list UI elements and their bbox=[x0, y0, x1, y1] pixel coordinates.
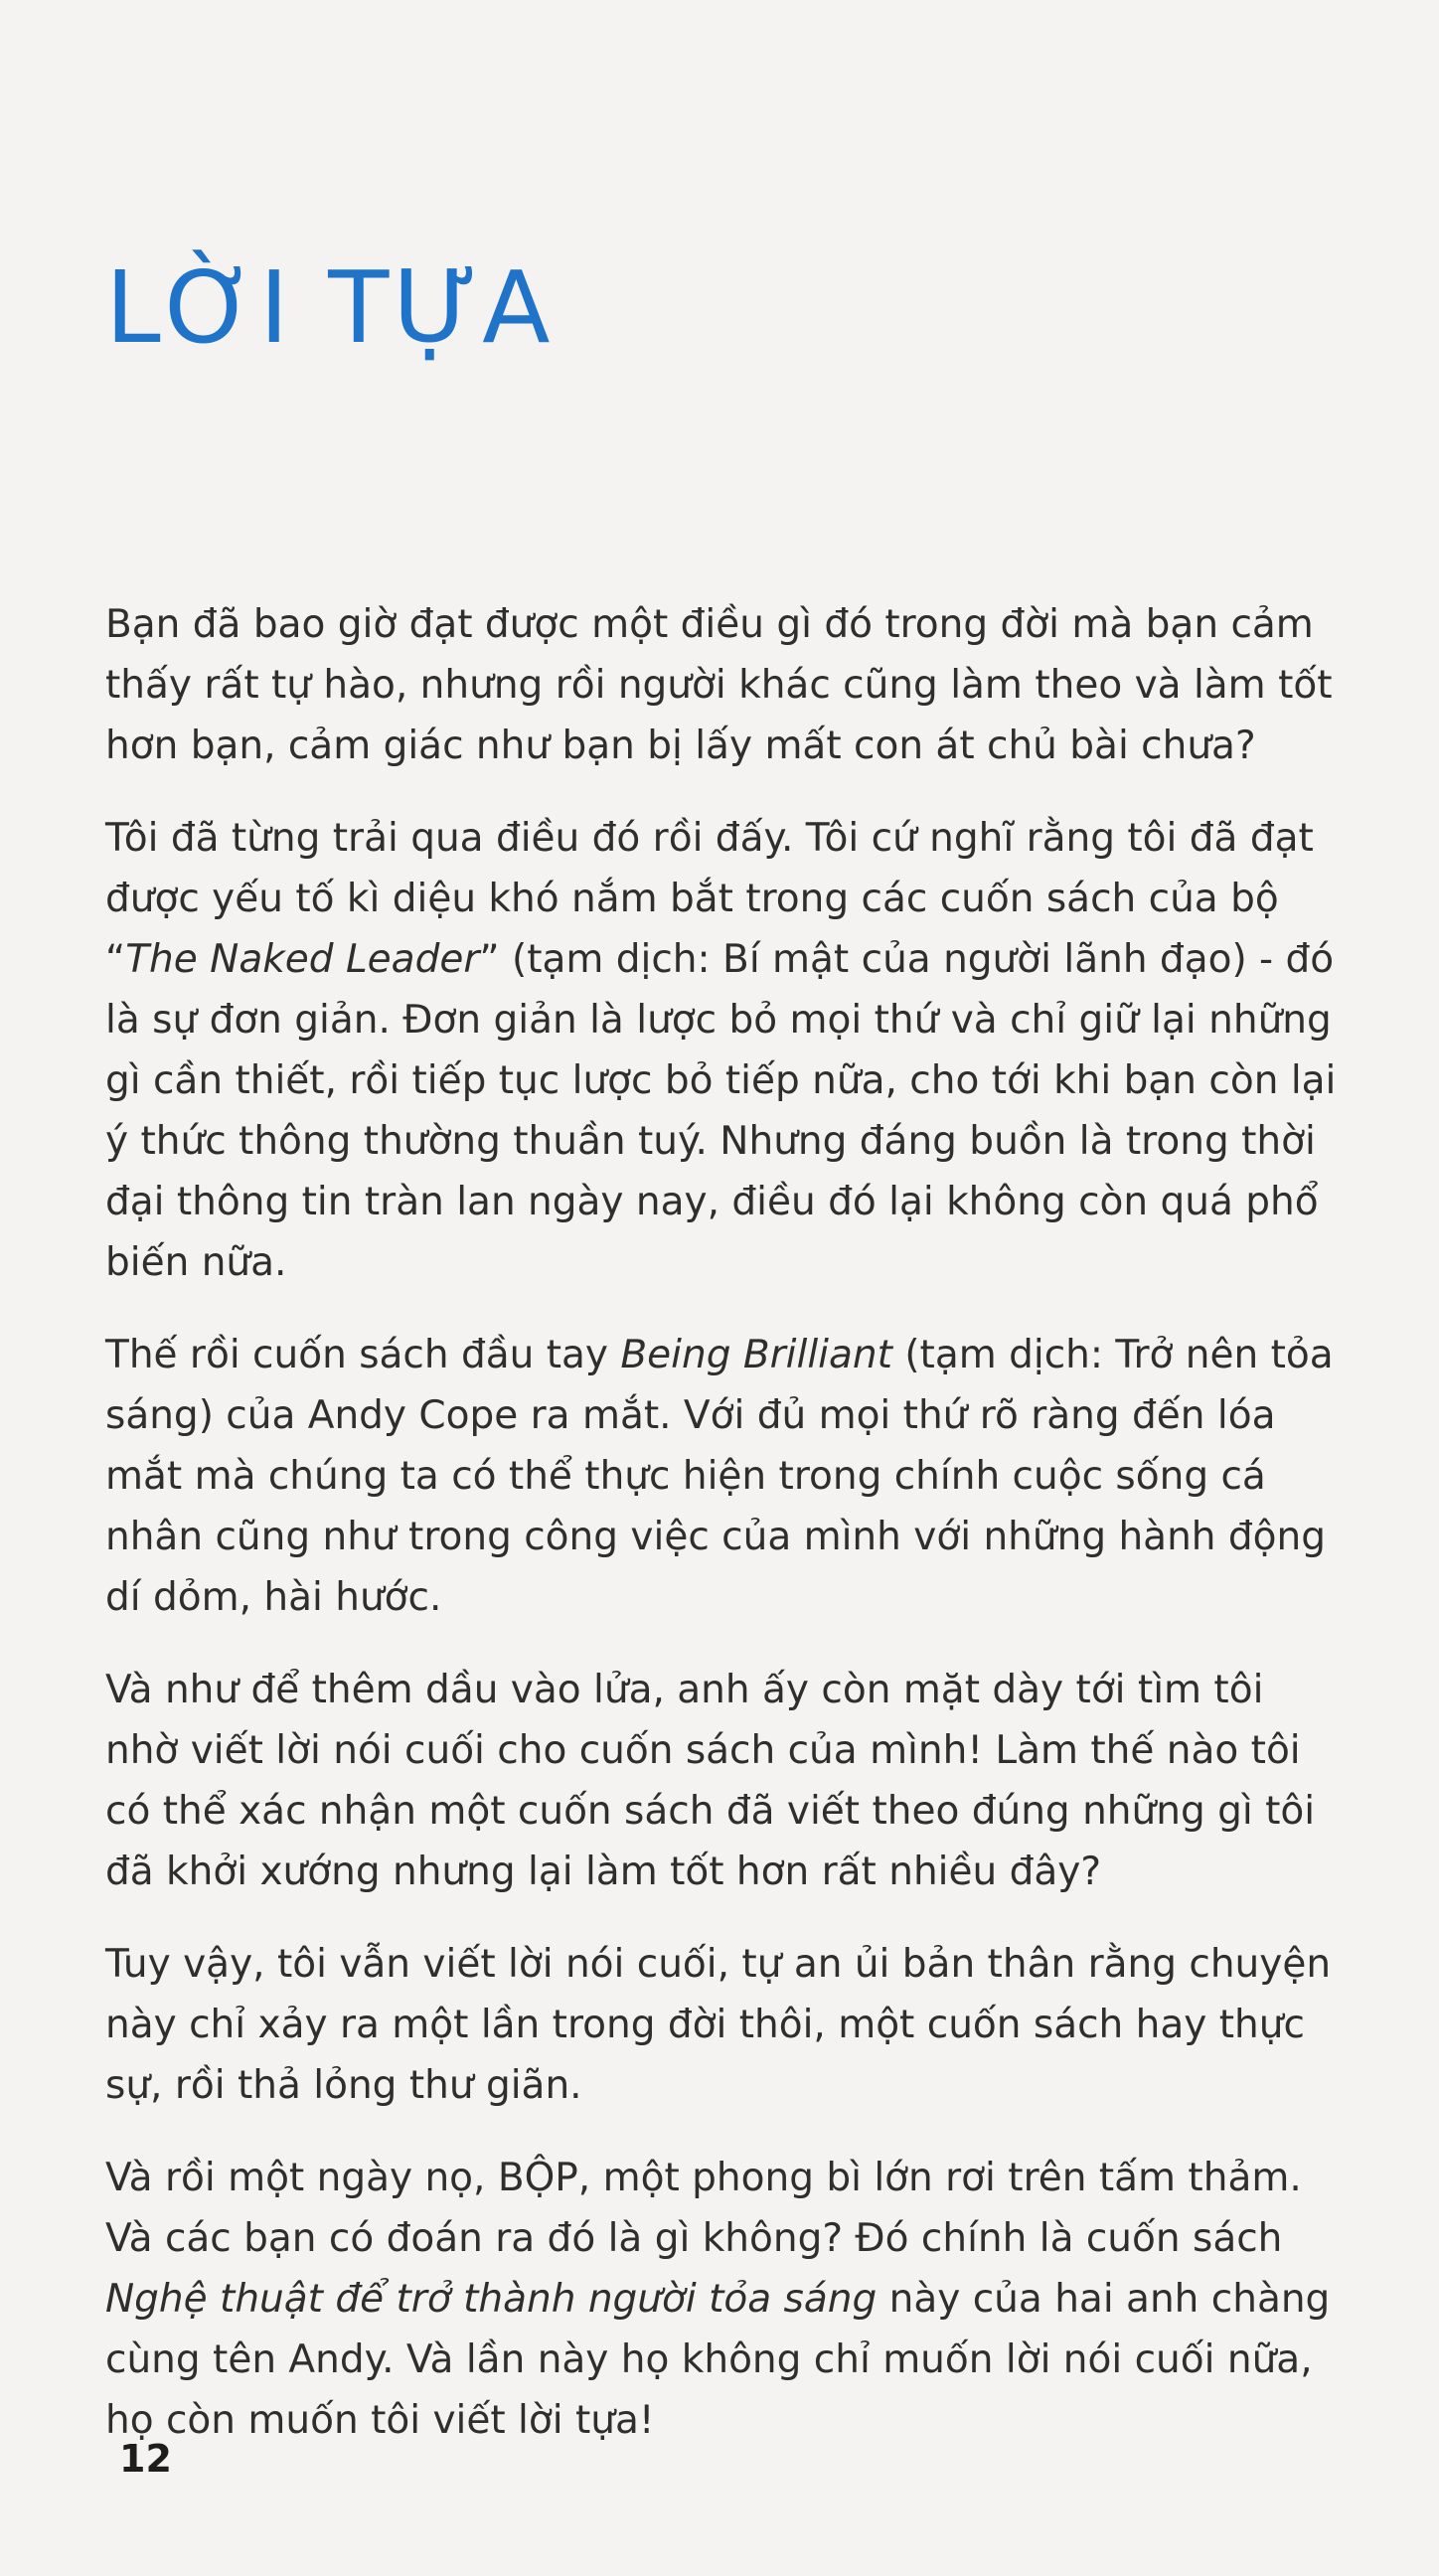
paragraph-4: Và như để thêm dầu vào lửa, anh ấy còn mặt dày tới tìm tôi nhờ viết lời nói cuối cho cuốn sách của mình! Làm thế nào tôi có thể xác nhận một cuốn sách đã viết theo đúng những gì tôi đã khởi xướng nhưng lại làm tốt hơn rất nhiều đây? bbox=[105, 1668, 1316, 1894]
book-title-nghe-thuat: Nghệ thuật để trở thành người tỏa sáng bbox=[105, 2277, 878, 2322]
book-title-being-brilliant: Being Brilliant bbox=[620, 1333, 892, 1377]
book-title-the-naked-leader: The Naked Leader bbox=[125, 937, 480, 982]
paragraph-2-end: ” (tạm dịch: Bí mật của người lãnh đạo) - đó là sự đơn giản. Đơn giản là lược bỏ mọi thứ và chỉ giữ lại những gì cần thiết, rồi tiếp tục lược bỏ tiếp nữa, cho tới khi bạn còn lại ý thức thông thường thuần tuý. Nhưng đáng buồn là trong thời đại thông tin tràn lan ngày nay, điều đó lại không còn quá phổ biến nữa. bbox=[105, 937, 1337, 1285]
paragraph-1: Bạn đã bao giờ đạt được một điều gì đó trong đời mà bạn cảm thấy rất tự hào, nhưng rồi người khác cũng làm theo và làm tốt hơn bạn, cảm giác như bạn bị lấy mất con át chủ bài chưa? bbox=[105, 602, 1333, 768]
body-text bbox=[105, 594, 1343, 2483]
paragraph-3 bbox=[105, 1325, 1343, 1628]
paragraph-6 bbox=[105, 2148, 1343, 2451]
paragraph-5: Tuy vậy, tôi vẫn viết lời nói cuối, tự an ủi bản thân rằng chuyện này chỉ xảy ra một lần trong đời thôi, một cuốn sách hay thực sự, rồi thả lỏng thư giãn. bbox=[105, 1942, 1332, 2108]
paragraph-2-start: Tôi đã từng trải qua điều đó rồi đấy. Tôi cứ nghĩ rằng tôi đã đạt được yếu tố kì diệu khó nắm bắt trong các cuốn sách của bộ “ bbox=[105, 816, 1314, 982]
paragraph-2 bbox=[105, 808, 1343, 1293]
paragraph-6-start: Và rồi một ngày nọ, BỘP, một phong bì lớn rơi trên tấm thảm. Và các bạn có đoán ra đó là gì không? Đó chính là cuốn sách bbox=[105, 2156, 1302, 2261]
paragraph-3-end: (tạm dịch: Trở nên tỏa sáng) của Andy Cope ra mắt. Với đủ mọi thứ rõ ràng đến lóa mắt mà chúng ta có thể thực hiện trong chính cuộc sống cá nhân cũng như trong công việc của mình với những hành động dí dỏm, hài hước. bbox=[105, 1333, 1334, 1620]
page-title: LỜI TỰA bbox=[105, 249, 555, 366]
page-number: 12 bbox=[119, 2437, 172, 2481]
paragraph-3-start: Thế rồi cuốn sách đầu tay bbox=[105, 1333, 621, 1377]
paragraph-6-end: này của hai anh chàng cùng tên Andy. Và lần này họ không chỉ muốn lời nói cuối nữa, họ còn muốn tôi viết lời tựa! bbox=[105, 2277, 1331, 2443]
